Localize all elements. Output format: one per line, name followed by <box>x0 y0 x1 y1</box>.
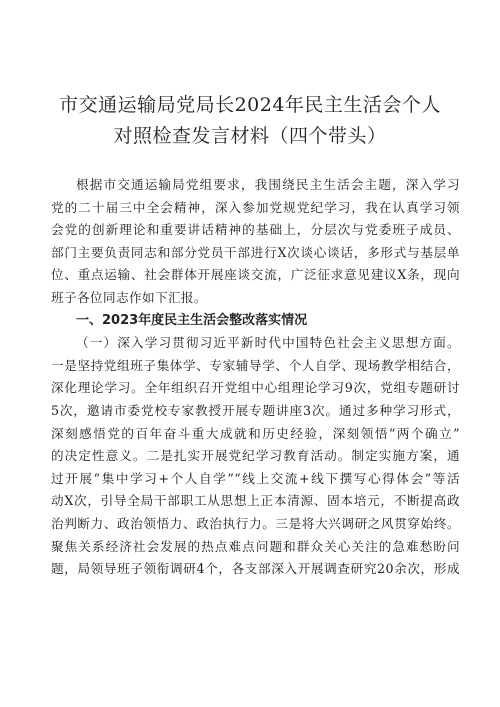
paragraph-line: 党的二十届三中全会精神，深入参加党规党纪学习，我在认真学习领 <box>51 199 460 215</box>
paragraph-line: 一是坚持党组班子集体学、专家辅导学、个人自学、现场教学相结合， <box>51 357 460 373</box>
paragraph-line: 聚焦关系经济社会发展的热点难点问题和群众关心关注的急难愁盼问 <box>51 538 460 554</box>
paragraph-line: 的决定性意义。二是扎实开展党纪学习教育活动。制定实施方案，通 <box>51 448 460 464</box>
document-body <box>51 174 460 581</box>
paragraph-line: 题，局领导班子领衔调研4个，各支部深入开展调查研究20余次，形成 <box>51 561 460 577</box>
paragraph-line: 5次，邀请市委党校专家教授开展专题讲座3次。通过多种学习形式， <box>51 402 460 418</box>
paragraph-line: 深刻感悟党的百年奋斗重大成就和历史经验，深刻领悟“两个确立” <box>51 425 460 441</box>
paragraph-line: 深化理论学习。全年组织召开党组中心组理论学习9次，党组专题研讨 <box>51 380 460 396</box>
paragraph-line: 根据市交通运输局党组要求，我围绕民主生活会主题，深入学习 <box>76 177 460 192</box>
paragraph-line: 过开展“集中学习+个人自学”“线上交流+线下撰写心得体会”等活 <box>51 470 460 486</box>
paragraph-line: 班子各位同志作如下汇报。 <box>51 289 207 305</box>
paragraph-line: 会党的创新理论和重要讲话精神的基础上，分层次与党委班子成员、 <box>51 222 460 238</box>
paragraph-line: （一）深入学习贯彻习近平新时代中国特色社会主义思想方面。 <box>76 335 460 351</box>
section-heading: 一、2023年度民主生活会整改落实情况 <box>76 312 308 328</box>
document-title-line-1: 市交通运输局党局长2024年民主生活会个人 <box>59 94 441 116</box>
paragraph-line: 治判断力、政治领悟力、政治执行力。三是将大兴调研之风贯穿始终。 <box>51 515 460 531</box>
paragraph-line: 部门主要负责同志和部分党员干部进行X次谈心谈话，多形式与基层单 <box>51 244 460 260</box>
paragraph-line: 位、重点运输、社会群体开展座谈交流，广泛征求意见建议X条，现向 <box>51 267 460 283</box>
paragraph-line: 动X次，引导全局干部职工从思想上正本清源、固本培元，不断提高政 <box>51 493 460 509</box>
document-title-line-2: 对照检查发言材料（四个带头） <box>113 125 387 147</box>
